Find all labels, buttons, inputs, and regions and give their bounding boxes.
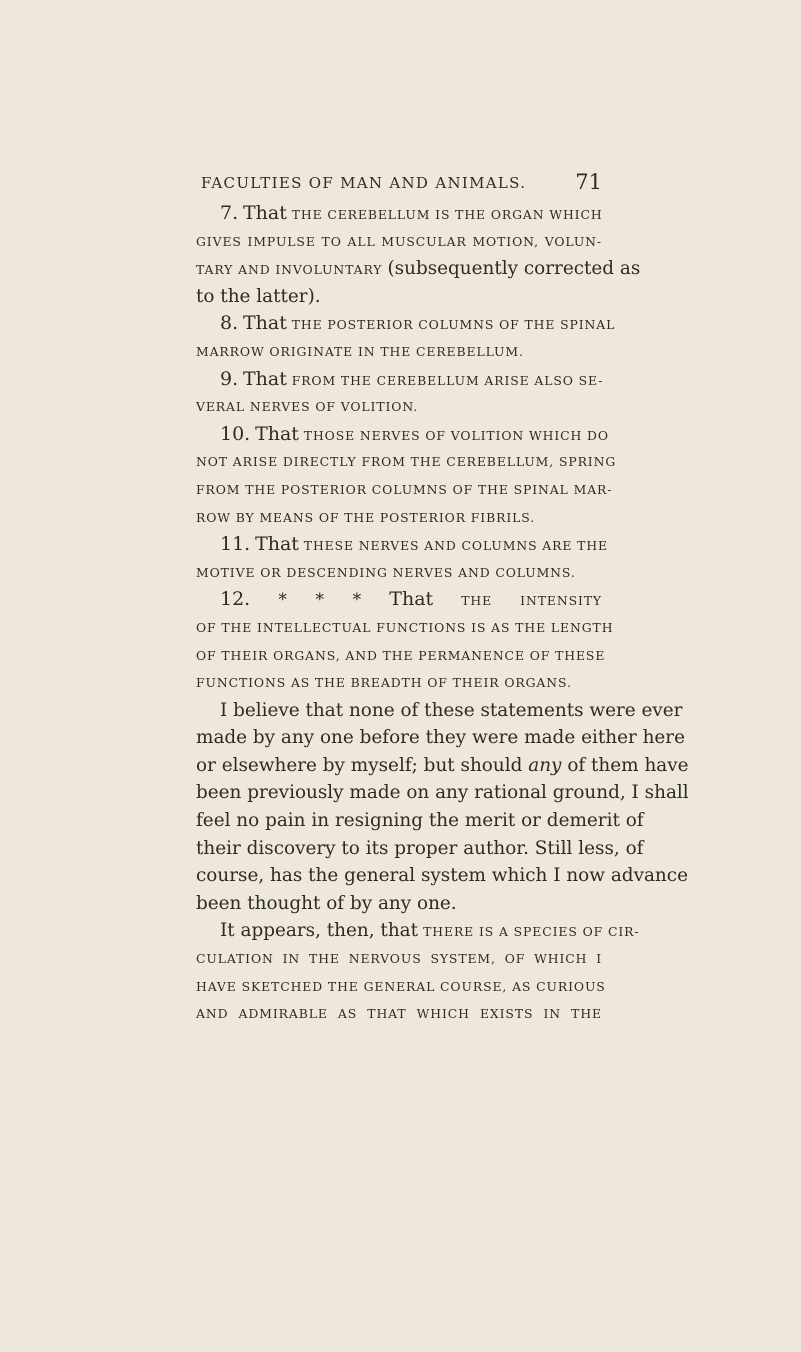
- item-7-line-3: TARY AND INVOLUNTARY (subsequently corrected as: [196, 258, 641, 280]
- item-11-line-1: 11. That THESE NERVES AND COLUMNS ARE THE: [220, 533, 608, 556]
- item-12-line-2: OF THE INTELLECTUAL FUNCTIONS IS AS THE LENGTH: [196, 619, 614, 635]
- para-1-line-7: course, has the general system which I now advance: [196, 865, 688, 887]
- para-2-line-1: It appears, then, that THERE IS A SPECIES OF CIR-: [220, 920, 640, 942]
- item-8-line-2: MARROW ORIGINATE IN THE CEREBELLUM.: [196, 343, 524, 359]
- item-7-line-1: 7. That THE CEREBELLUM IS THE ORGAN WHICH: [220, 202, 603, 224]
- para-2-line-4: AND ADMIRABLE AS THAT WHICH EXISTS IN THE: [196, 1006, 602, 1022]
- item-9-line-2: VERAL NERVES OF VOLITION.: [196, 399, 419, 415]
- item-11-line-2: MOTIVE OR DESCENDING NERVES AND COLUMNS.: [196, 564, 576, 580]
- item-10-line-3: FROM THE POSTERIOR COLUMNS OF THE SPINAL MAR-: [196, 481, 613, 497]
- para-1-line-6: their discovery to its proper author. Still less, of: [196, 837, 644, 859]
- para-1-line-1: I believe that none of these statements were ever: [220, 699, 683, 721]
- item-7-line-4: to the latter).: [196, 285, 321, 307]
- asterisks: * * *: [278, 590, 362, 611]
- emphasis-any: any: [528, 754, 562, 776]
- para-1-line-2: made by any one before they were made either here: [196, 727, 685, 749]
- item-7-line-2: GIVES IMPULSE TO ALL MUSCULAR MOTION, VOLUN-: [196, 233, 602, 249]
- item-8-line-1: 8. That THE POSTERIOR COLUMNS OF THE SPINAL: [220, 312, 616, 335]
- page-text: [196, 200, 689, 1028]
- para-2-line-2: CULATION IN THE NERVOUS SYSTEM, OF WHICH I: [196, 951, 602, 967]
- running-title: FACULTIES OF MAN AND ANIMALS.: [201, 174, 527, 192]
- para-2-line-3: HAVE SKETCHED THE GENERAL COURSE, AS CURIOUS: [196, 978, 606, 994]
- item-12-line-4: FUNCTIONS AS THE BREADTH OF THEIR ORGANS.: [196, 675, 572, 691]
- item-12-line-3: OF THEIR ORGANS, AND THE PERMANENCE OF THESE: [196, 647, 606, 663]
- item-10-line-1: 10. That THOSE NERVES OF VOLITION WHICH DO: [220, 422, 609, 445]
- item-10-line-4: ROW BY MEANS OF THE POSTERIOR FIBRILS.: [196, 509, 536, 525]
- para-1-line-8: been thought of by any one.: [196, 892, 457, 914]
- item-10-line-2: NOT ARISE DIRECTLY FROM THE CEREBELLUM, SPRING: [196, 454, 617, 470]
- item-9-line-1: 9. That FROM THE CEREBELLUM ARISE ALSO SE-: [220, 367, 604, 390]
- para-1-line-3: or elsewhere by myself; but should any of them have: [196, 754, 689, 776]
- page-number: 71: [575, 170, 602, 194]
- para-1-line-5: feel no pain in resigning the merit or demerit of: [196, 810, 644, 832]
- para-1-line-4: been previously made on any rational ground, I shall: [196, 782, 689, 804]
- item-12-line-1: 12. * * * That THE INTENSITY: [220, 588, 602, 611]
